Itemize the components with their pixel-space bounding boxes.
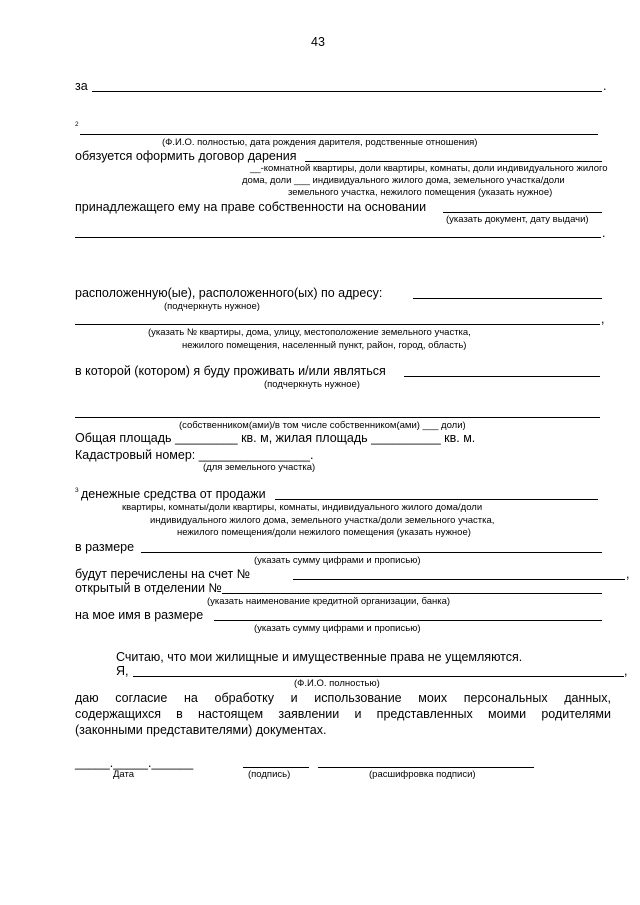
amount-line[interactable]: [141, 552, 602, 553]
signature-decode-caption: (расшифровка подписи): [369, 769, 476, 780]
residence-line[interactable]: [404, 376, 600, 377]
address-label: расположенную(ые), расположенного(ых) по адресу:: [75, 286, 383, 300]
consent-line-2: содержащихся в настоящем заявлении и представленных моими родителями: [75, 707, 611, 721]
sale-desc-1: квартиры, комнаты/доли квартиры, комнаты, индивидуального жилого дома/доли: [122, 502, 483, 513]
branch-label: открытый в отделении №: [75, 581, 222, 595]
signature-caption: (подпись): [248, 769, 291, 780]
signature-decode-line[interactable]: [318, 767, 534, 768]
i-label: Я,: [116, 664, 129, 678]
signature-line[interactable]: [243, 767, 309, 768]
sale-label: денежные средства от продажи: [81, 487, 266, 501]
branch-line[interactable]: [222, 593, 602, 594]
fullname-line[interactable]: [133, 676, 624, 677]
account-label: будут перечислены на счет №: [75, 567, 251, 581]
address-end: ,: [601, 312, 605, 326]
account-end: ,: [626, 567, 630, 581]
amount-label: в размере: [75, 540, 135, 554]
ownership-line-2[interactable]: [75, 237, 601, 238]
address-caption-2: нежилого помещения, населенный пункт, район, город, область): [182, 340, 467, 351]
cadastral-caption: (для земельного участка): [203, 462, 316, 473]
za-line[interactable]: [92, 91, 602, 92]
donor-line[interactable]: [80, 134, 598, 135]
account-line[interactable]: [293, 579, 625, 580]
gift-line[interactable]: [305, 161, 602, 162]
cadastral-label: Кадастровый номер: ________________.: [75, 448, 314, 462]
ownership-end: .: [602, 226, 606, 240]
fullname-caption: (Ф.И.О. полностью): [294, 678, 380, 689]
area-total-label: Общая площадь _________ кв. м, жилая площадь __________ кв. м.: [75, 431, 476, 445]
za-label: за: [75, 79, 88, 93]
ownership-caption: (указать документ, дату выдачи): [446, 214, 589, 225]
consent-line-1: даю согласие на обработку и использование моих персональных данных,: [75, 691, 611, 705]
date-blank[interactable]: _____._____.______: [75, 756, 194, 770]
my-amount-label: на мое имя в размере: [75, 608, 204, 622]
za-end: .: [603, 79, 607, 93]
residence-underline-note: (подчеркнуть нужное): [264, 379, 360, 390]
residence-line-2[interactable]: [75, 417, 600, 418]
my-amount-line[interactable]: [214, 620, 602, 621]
address-underline-note: (подчеркнуть нужное): [164, 301, 260, 312]
gift-desc-2: дома, доли ___ индивидуального жилого дома, земельного участка/доли: [242, 175, 565, 186]
gift-label: обязуется оформить договор дарения: [75, 149, 297, 163]
gift-desc-1: __-комнатной квартиры, доли квартиры, комнаты, доли индивидуального жилого: [250, 163, 608, 174]
gift-desc-3: земельного участка, нежилого помещения (указать нужное): [288, 187, 553, 198]
address-line-2[interactable]: [75, 324, 600, 325]
footnote-2-marker: 2: [75, 121, 79, 128]
date-caption: Дата: [113, 769, 135, 780]
page-number: 43: [311, 35, 325, 49]
branch-caption: (указать наименование кредитной организации, банка): [207, 596, 451, 607]
ownership-label: принадлежащего ему на праве собственности на основании: [75, 200, 427, 214]
i-end: ,: [624, 664, 628, 678]
address-line[interactable]: [413, 298, 602, 299]
donor-caption: (Ф.И.О. полностью, дата рождения дарителя, родственные отношения): [162, 137, 478, 148]
sale-desc-3: нежилого помещения/доли нежилого помещения (указать нужное): [177, 527, 471, 538]
address-caption-1: (указать № квартиры, дома, улицу, местоположение земельного участка,: [148, 327, 471, 338]
rights-statement: Считаю, что мои жилищные и имущественные права не ущемляются.: [116, 650, 523, 664]
my-amount-caption: (указать сумму цифрами и прописью): [254, 623, 421, 634]
residence-caption: (собственником(ами)/в том числе собственником(ами) ___ доли): [179, 420, 466, 431]
residence-label: в которой (котором) я буду проживать и/или являться: [75, 364, 386, 378]
sale-desc-2: индивидуального жилого дома, земельного участка/доли земельного участка,: [150, 515, 495, 526]
amount-caption: (указать сумму цифрами и прописью): [254, 555, 421, 566]
sale-line[interactable]: [275, 499, 598, 500]
consent-line-3: (законными представителями) документах.: [75, 723, 327, 737]
footnote-3-marker: 3: [75, 487, 79, 494]
ownership-line[interactable]: [443, 212, 602, 213]
